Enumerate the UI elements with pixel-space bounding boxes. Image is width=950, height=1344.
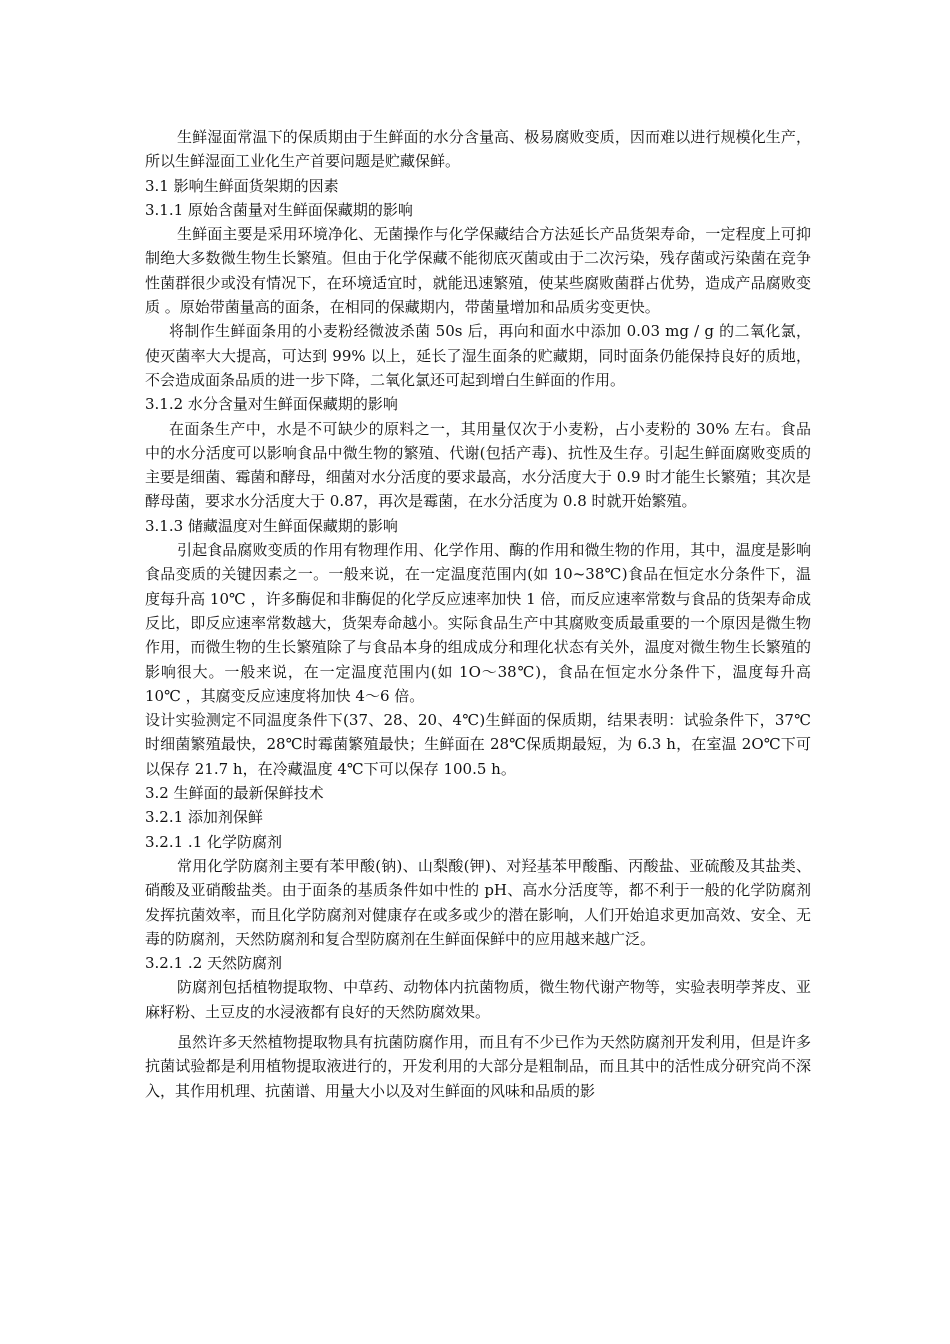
document-body <box>145 125 811 1103</box>
subsection-heading: 3.1.1 原始含菌量对生鲜面保藏期的影响 <box>145 200 413 219</box>
subsection-heading: 3.2.1 添加剂保鲜 <box>145 808 263 827</box>
body-paragraph: 在面条生产中，水是不可缺少的原料之一，其用量仅次于小麦粉，占小麦粉的 30% 左右。食品中的水分活度可以影响食品中微生物的繁殖、代谢(包括产毒)、抗性及生存。引起生鲜面腐败变质的主要是细菌、霉菌和酵母，细菌对水分活度的要求最高，水分活度大于 0.9 时才能生长繁殖；其次是酵母菌，要求水分活度大于 0.87，再次是霉菌，在水分活度为 0.8 时就开始繁殖。 <box>145 419 811 511</box>
section-heading: 3.2 生鲜面的最新保鲜技术 <box>145 784 324 803</box>
body-paragraph: 引起食品腐败变质的作用有物理作用、化学作用、酶的作用和微生物的作用，其中，温度是影响食品变质的关键因素之一。一般来说，在一定温度范围内(如 10~38℃)食品在恒定水分条件下，温度每升高 10℃ ，许多酶促和非酶促的化学反应速率加快 1 倍，而反应速率常数与食品的货架寿命成反比，即反应速率常数越大，货架寿命越小。实际食品生产中其腐败变质最重要的一个原因是微生物作用，而微生物的生长繁殖除了与食品本身的组成成分和理化状态有关外，温度对微生物生长繁殖的影响很大。一般来说，在一定温度范围内(如 1O～38℃)，食品在恒定水分条件下，温度每升高 10℃ ，其腐变反应速度将加快 4～6 倍。 <box>145 541 811 705</box>
body-paragraph: 设计实验测定不同温度条件下(37、28、20、4℃)生鲜面的保质期，结果表明：试验条件下，37℃时细菌繁殖最快，28℃时霉菌繁殖最快；生鲜面在 28℃保质期最短，为 6.3 h，在室温 2O℃下可以保存 21.7 h，在冷藏温度 4℃下可以保存 100.5 h。 <box>145 711 811 778</box>
subsection-heading: 3.1.2 水分含量对生鲜面保藏期的影响 <box>145 395 398 414</box>
intro-paragraph: 生鲜湿面常温下的保质期由于生鲜面的水分含量高、极易腐败变质，因而难以进行规模化生产，所以生鲜湿面工业化生产首要问题是贮藏保鲜。 <box>145 128 811 171</box>
body-paragraph: 虽然许多天然植物提取物具有抗菌防腐作用，而且有不少已作为天然防腐剂开发利用，但是许多抗菌试验都是利用植物提取液进行的，开发利用的大部分是粗制品，而且其中的活性成分研究尚不深入，其作用机理、抗菌谱、用量大小以及对生鲜面的风味和品质的影 <box>145 1032 811 1100</box>
section-heading: 3.1 影响生鲜面货架期的因素 <box>145 176 339 195</box>
body-paragraph: 防腐剂包括植物提取物、中草药、动物体内抗菌物质，微生物代谢产物等，实验表明荸荠皮、亚麻籽粉、土豆皮的水浸液都有良好的天然防腐效果。 <box>145 978 811 1021</box>
body-paragraph: 将制作生鲜面条用的小麦粉经微波杀菌 50s 后，再向和面水中添加 0.03 mg / g 的二氧化氯，使灭菌率大大提高，可达到 99% 以上，延长了湿生面条的贮藏期，同时面条仍能保持良好的质地，不会造成面条品质的进一步下降，二氧化氯还可起到增白生鲜面的作用。 <box>145 322 811 389</box>
body-paragraph: 常用化学防腐剂主要有苯甲酸(钠)、山梨酸(钾)、对羟基苯甲酸酯、丙酸盐、亚硫酸及其盐类、硝酸及亚硝酸盐类。由于面条的基质条件如中性的 pH、高水分活度等，都不利于一般的化学防腐剂发挥抗菌效率，而且化学防腐剂对健康存在或多或少的潜在影响，人们开始追求更加高效、安全、无毒的防腐剂，天然防腐剂和复合型防腐剂在生鲜面保鲜中的应用越来越广泛。 <box>145 856 811 948</box>
subsubsection-heading: 3.2.1 .1 化学防腐剂 <box>145 832 283 851</box>
subsection-heading: 3.1.3 储藏温度对生鲜面保藏期的影响 <box>145 516 398 535</box>
subsubsection-heading: 3.2.1 .2 天然防腐剂 <box>145 954 283 973</box>
body-paragraph: 生鲜面主要是采用环境净化、无菌操作与化学保藏结合方法延长产品货架寿命，一定程度上可抑制绝大多数微生物生长繁殖。但由于化学保藏不能彻底灭菌或由于二次污染，残存菌或污染菌在竞争性菌群很少或没有情况下，在环境适宜时，就能迅速繁殖，使某些腐败菌群占优势，造成产品腐败变质 。原始带菌量高的面条，在相同的保藏期内，带菌量增加和品质劣变更快。 <box>145 225 811 317</box>
